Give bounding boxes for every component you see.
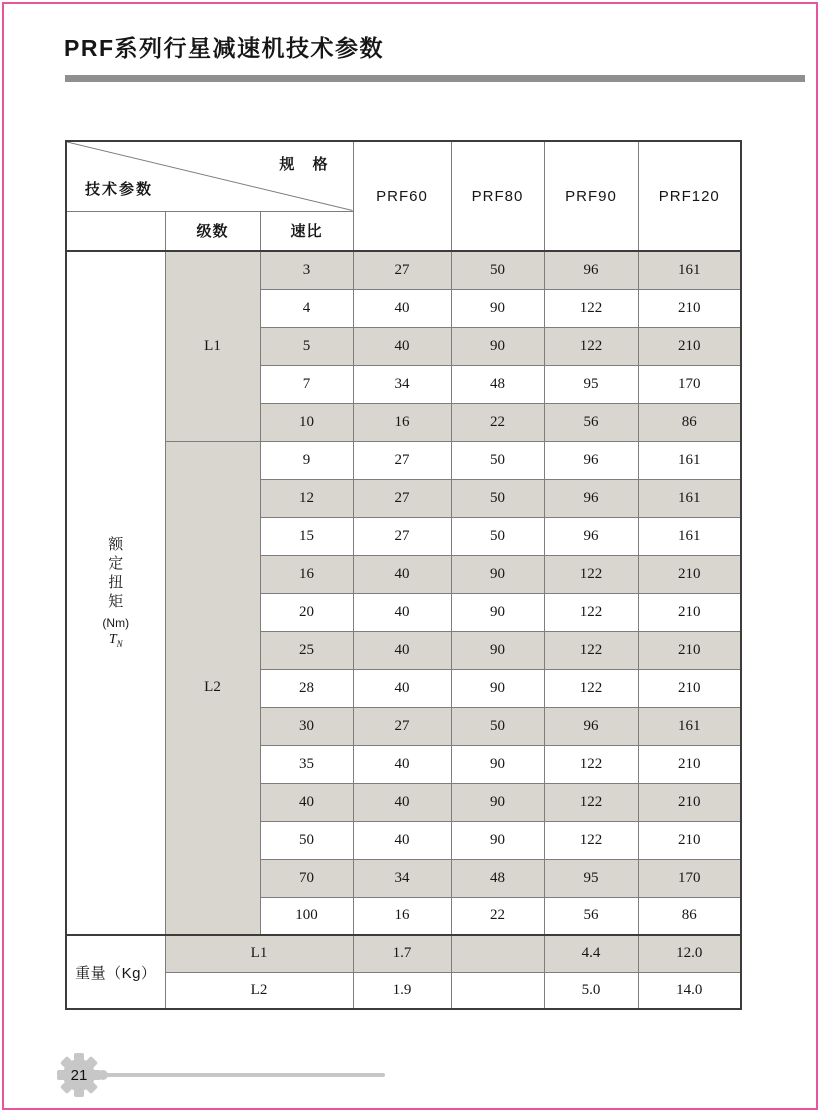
weight-value-prf80 xyxy=(451,935,544,972)
ratio-cell: 28 xyxy=(260,669,353,707)
torque-value-prf120: 161 xyxy=(638,517,741,555)
spec-table xyxy=(65,140,742,1010)
torque-value-prf60: 27 xyxy=(353,251,451,289)
header-corner-cell xyxy=(66,141,353,211)
torque-value-prf80: 50 xyxy=(451,251,544,289)
ratio-cell: 7 xyxy=(260,365,353,403)
torque-value-prf60: 16 xyxy=(353,897,451,935)
column-header-prf60: PRF60 xyxy=(353,141,451,251)
torque-value-prf90: 96 xyxy=(544,441,638,479)
torque-value-prf120: 161 xyxy=(638,479,741,517)
corner-label-spec: 规 格 xyxy=(279,156,335,173)
ratio-cell: 15 xyxy=(260,517,353,555)
weight-value-prf120: 12.0 xyxy=(638,935,741,972)
ratio-cell: 16 xyxy=(260,555,353,593)
torque-value-prf80: 90 xyxy=(451,593,544,631)
torque-value-prf120: 210 xyxy=(638,327,741,365)
torque-value-prf90: 96 xyxy=(544,517,638,555)
torque-value-prf90: 56 xyxy=(544,403,638,441)
torque-value-prf90: 122 xyxy=(544,745,638,783)
footer-rule-line xyxy=(104,1073,385,1077)
torque-value-prf90: 122 xyxy=(544,669,638,707)
torque-value-prf60: 27 xyxy=(353,441,451,479)
ratio-cell: 35 xyxy=(260,745,353,783)
torque-value-prf60: 40 xyxy=(353,555,451,593)
torque-value-prf90: 122 xyxy=(544,631,638,669)
page-title: PRF系列行星减速机技术参数 xyxy=(64,35,384,61)
ratio-cell: 5 xyxy=(260,327,353,365)
weight-label: 重量（Kg） xyxy=(66,935,165,1009)
subheader-ratio: 速比 xyxy=(260,211,353,251)
torque-value-prf80: 48 xyxy=(451,859,544,897)
torque-value-prf120: 161 xyxy=(638,251,741,289)
weight-stage-cell-l1: L1 xyxy=(165,935,353,972)
torque-value-prf80: 90 xyxy=(451,327,544,365)
torque-value-prf80: 22 xyxy=(451,897,544,935)
torque-value-prf80: 50 xyxy=(451,479,544,517)
torque-value-prf120: 210 xyxy=(638,289,741,327)
weight-value-prf120: 14.0 xyxy=(638,972,741,1009)
torque-value-prf120: 86 xyxy=(638,403,741,441)
torque-value-prf60: 40 xyxy=(353,631,451,669)
weight-value-prf60: 1.7 xyxy=(353,935,451,972)
weight-value-prf60: 1.9 xyxy=(353,972,451,1009)
ratio-cell: 30 xyxy=(260,707,353,745)
torque-value-prf60: 40 xyxy=(353,669,451,707)
torque-value-prf120: 210 xyxy=(638,821,741,859)
torque-value-prf90: 96 xyxy=(544,251,638,289)
column-header-prf90: PRF90 xyxy=(544,141,638,251)
torque-value-prf60: 40 xyxy=(353,821,451,859)
torque-value-prf60: 34 xyxy=(353,859,451,897)
torque-value-prf60: 40 xyxy=(353,745,451,783)
torque-value-prf90: 122 xyxy=(544,555,638,593)
page-number: 21 xyxy=(70,1066,88,1084)
torque-value-prf80: 90 xyxy=(451,555,544,593)
weight-stage-cell-l2: L2 xyxy=(165,972,353,1009)
torque-value-prf120: 210 xyxy=(638,631,741,669)
torque-value-prf60: 40 xyxy=(353,327,451,365)
torque-value-prf80: 50 xyxy=(451,517,544,555)
torque-value-prf80: 50 xyxy=(451,441,544,479)
ratio-cell: 20 xyxy=(260,593,353,631)
title-underline-bar xyxy=(65,75,805,82)
torque-value-prf120: 86 xyxy=(638,897,741,935)
corner-label-tech-params: 技术参数 xyxy=(85,180,154,198)
torque-value-prf120: 210 xyxy=(638,745,741,783)
ratio-cell: 40 xyxy=(260,783,353,821)
torque-value-prf60: 27 xyxy=(353,517,451,555)
torque-value-prf90: 95 xyxy=(544,365,638,403)
rated-torque-label-text: 额 定 扭 矩 (Nm) $T_N$ xyxy=(102,535,130,649)
torque-value-prf80: 22 xyxy=(451,403,544,441)
page-number-badge xyxy=(57,1053,101,1097)
torque-value-prf80: 90 xyxy=(451,631,544,669)
torque-value-prf80: 90 xyxy=(451,669,544,707)
ratio-cell: 12 xyxy=(260,479,353,517)
ratio-cell: 25 xyxy=(260,631,353,669)
weight-value-prf90: 4.4 xyxy=(544,935,638,972)
torque-value-prf80: 90 xyxy=(451,745,544,783)
torque-value-prf90: 122 xyxy=(544,289,638,327)
torque-value-prf90: 96 xyxy=(544,707,638,745)
torque-value-prf80: 48 xyxy=(451,365,544,403)
torque-value-prf60: 16 xyxy=(353,403,451,441)
torque-value-prf60: 40 xyxy=(353,783,451,821)
ratio-cell: 3 xyxy=(260,251,353,289)
torque-value-prf120: 161 xyxy=(638,707,741,745)
weight-value-prf90: 5.0 xyxy=(544,972,638,1009)
torque-value-prf60: 27 xyxy=(353,479,451,517)
torque-value-prf60: 40 xyxy=(353,289,451,327)
rated-torque-label xyxy=(66,251,165,935)
header-empty-cell xyxy=(66,211,165,251)
stage-cell-l2: L2 xyxy=(165,441,260,935)
torque-value-prf90: 122 xyxy=(544,327,638,365)
torque-value-prf60: 34 xyxy=(353,365,451,403)
torque-value-prf80: 90 xyxy=(451,821,544,859)
ratio-cell: 50 xyxy=(260,821,353,859)
torque-value-prf80: 90 xyxy=(451,783,544,821)
torque-value-prf90: 122 xyxy=(544,593,638,631)
torque-value-prf80: 90 xyxy=(451,289,544,327)
stage-cell-l1: L1 xyxy=(165,251,260,441)
ratio-cell: 4 xyxy=(260,289,353,327)
weight-value-prf80 xyxy=(451,972,544,1009)
torque-value-prf90: 122 xyxy=(544,821,638,859)
torque-value-prf60: 40 xyxy=(353,593,451,631)
torque-value-prf120: 210 xyxy=(638,669,741,707)
torque-value-prf120: 210 xyxy=(638,593,741,631)
torque-value-prf120: 210 xyxy=(638,555,741,593)
column-header-prf120: PRF120 xyxy=(638,141,741,251)
torque-value-prf90: 96 xyxy=(544,479,638,517)
column-header-prf80: PRF80 xyxy=(451,141,544,251)
subheader-stage: 级数 xyxy=(165,211,260,251)
ratio-cell: 9 xyxy=(260,441,353,479)
torque-value-prf90: 95 xyxy=(544,859,638,897)
torque-value-prf60: 27 xyxy=(353,707,451,745)
torque-value-prf90: 122 xyxy=(544,783,638,821)
ratio-cell: 70 xyxy=(260,859,353,897)
torque-value-prf80: 50 xyxy=(451,707,544,745)
torque-value-prf120: 210 xyxy=(638,783,741,821)
torque-value-prf120: 170 xyxy=(638,365,741,403)
torque-value-prf90: 56 xyxy=(544,897,638,935)
torque-value-prf120: 161 xyxy=(638,441,741,479)
ratio-cell: 10 xyxy=(260,403,353,441)
ratio-cell: 100 xyxy=(260,897,353,935)
torque-value-prf120: 170 xyxy=(638,859,741,897)
